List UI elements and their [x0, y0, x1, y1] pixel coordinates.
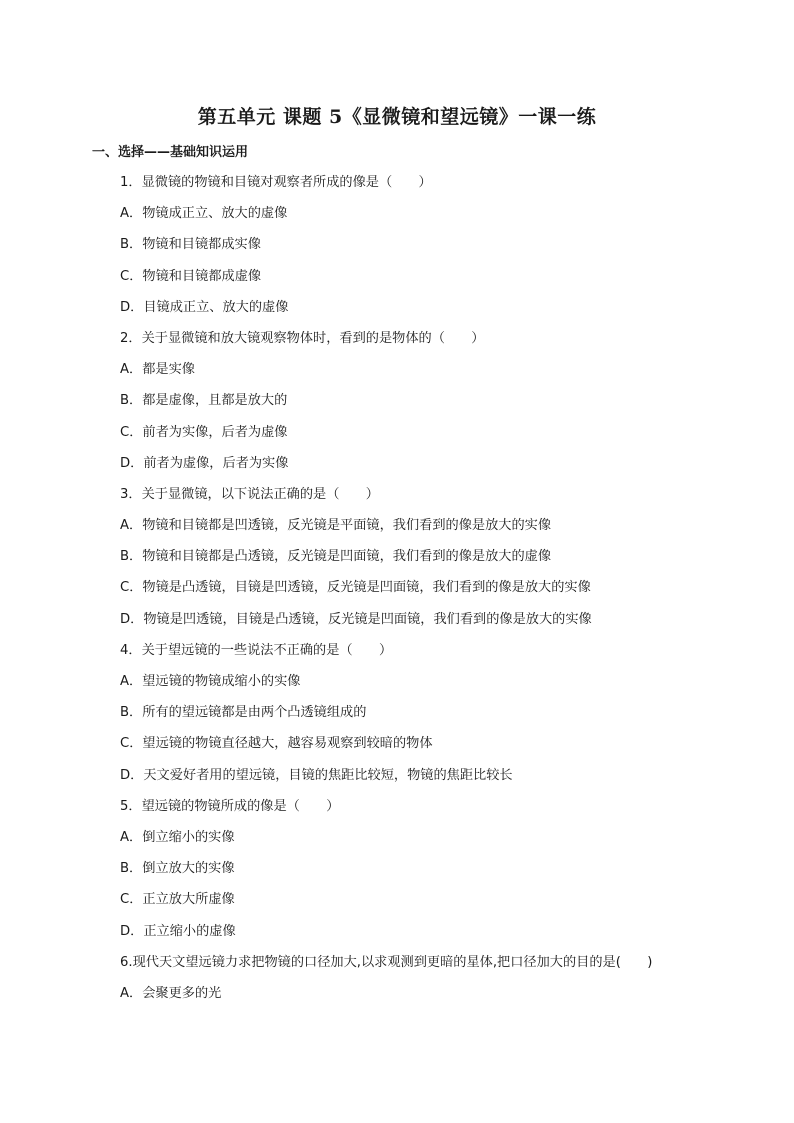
question-option: B．所有的望远镜都是由两个凸透镜组成的 [120, 705, 367, 721]
section-heading: 一、选择——基础知识运用 [92, 145, 249, 160]
question-list [120, 173, 740, 1015]
question-option: C．物镜和目镜都成虚像 [120, 268, 262, 284]
question-option: C．物镜是凸透镜，目镜是凹透镜，反光镜是凹面镜，我们看到的像是放大的实像 [120, 580, 591, 596]
question-option: D．物镜是凹透镜，目镜是凸透镜，反光镜是凹面镜，我们看到的像是放大的实像 [120, 611, 592, 627]
question-stem: 4．关于望远镜的一些说法不正确的是（ ） [120, 642, 393, 658]
question-option: A．会聚更多的光 [120, 985, 222, 1001]
question-stem: 5．望远镜的物镜所成的像是（ ） [120, 798, 340, 814]
question-option: B．都是虚像，且都是放大的 [120, 393, 288, 409]
question-stem: 6.现代天文望远镜力求把物镜的口径加大,以求观测到更暗的星体,把口径加大的目的是( ) [120, 954, 653, 970]
question-option: A．望远镜的物镜成缩小的实像 [120, 674, 301, 689]
question-stem: 1．显微镜的物镜和目镜对观察者所成的像是（ ） [120, 175, 432, 190]
question-option: D．前者为虚像，后者为实像 [120, 455, 289, 471]
question-option: D．天文爱好者用的望远镜，目镜的焦距比较短，物镜的焦距比较长 [120, 767, 513, 783]
question-stem: 2．关于显微镜和放大镜观察物体时，看到的是物体的（ ） [120, 330, 485, 346]
question-option: B．物镜和目镜都是凸透镜，反光镜是凹面镜，我们看到的像是放大的虚像 [120, 549, 552, 565]
question-option: C．正立放大所虚像 [120, 892, 235, 908]
question-option: C．望远镜的物镜直径越大，越容易观察到较暗的物体 [120, 736, 433, 752]
question-option: B．物镜和目镜都成实像 [120, 237, 261, 253]
question-stem: 3．关于显微镜，以下说法正确的是（ ） [120, 486, 379, 502]
question-option: A．物镜和目镜都是凹透镜，反光镜是平面镜，我们看到的像是放大的实像 [120, 518, 552, 534]
question-option: D．目镜成正立、放大的虚像 [120, 299, 289, 315]
question-option: B．倒立放大的实像 [120, 861, 235, 877]
question-option: D．正立缩小的虚像 [120, 923, 236, 939]
question-option: C．前者为实像，后者为虚像 [120, 424, 288, 440]
question-option: A．倒立缩小的实像 [120, 829, 235, 845]
question-option: A．物镜成正立、放大的虚像 [120, 206, 288, 222]
page-title: 第五单元 课题 5《显微镜和望远镜》一课一练 [197, 106, 597, 128]
question-option: A．都是实像 [120, 362, 195, 378]
